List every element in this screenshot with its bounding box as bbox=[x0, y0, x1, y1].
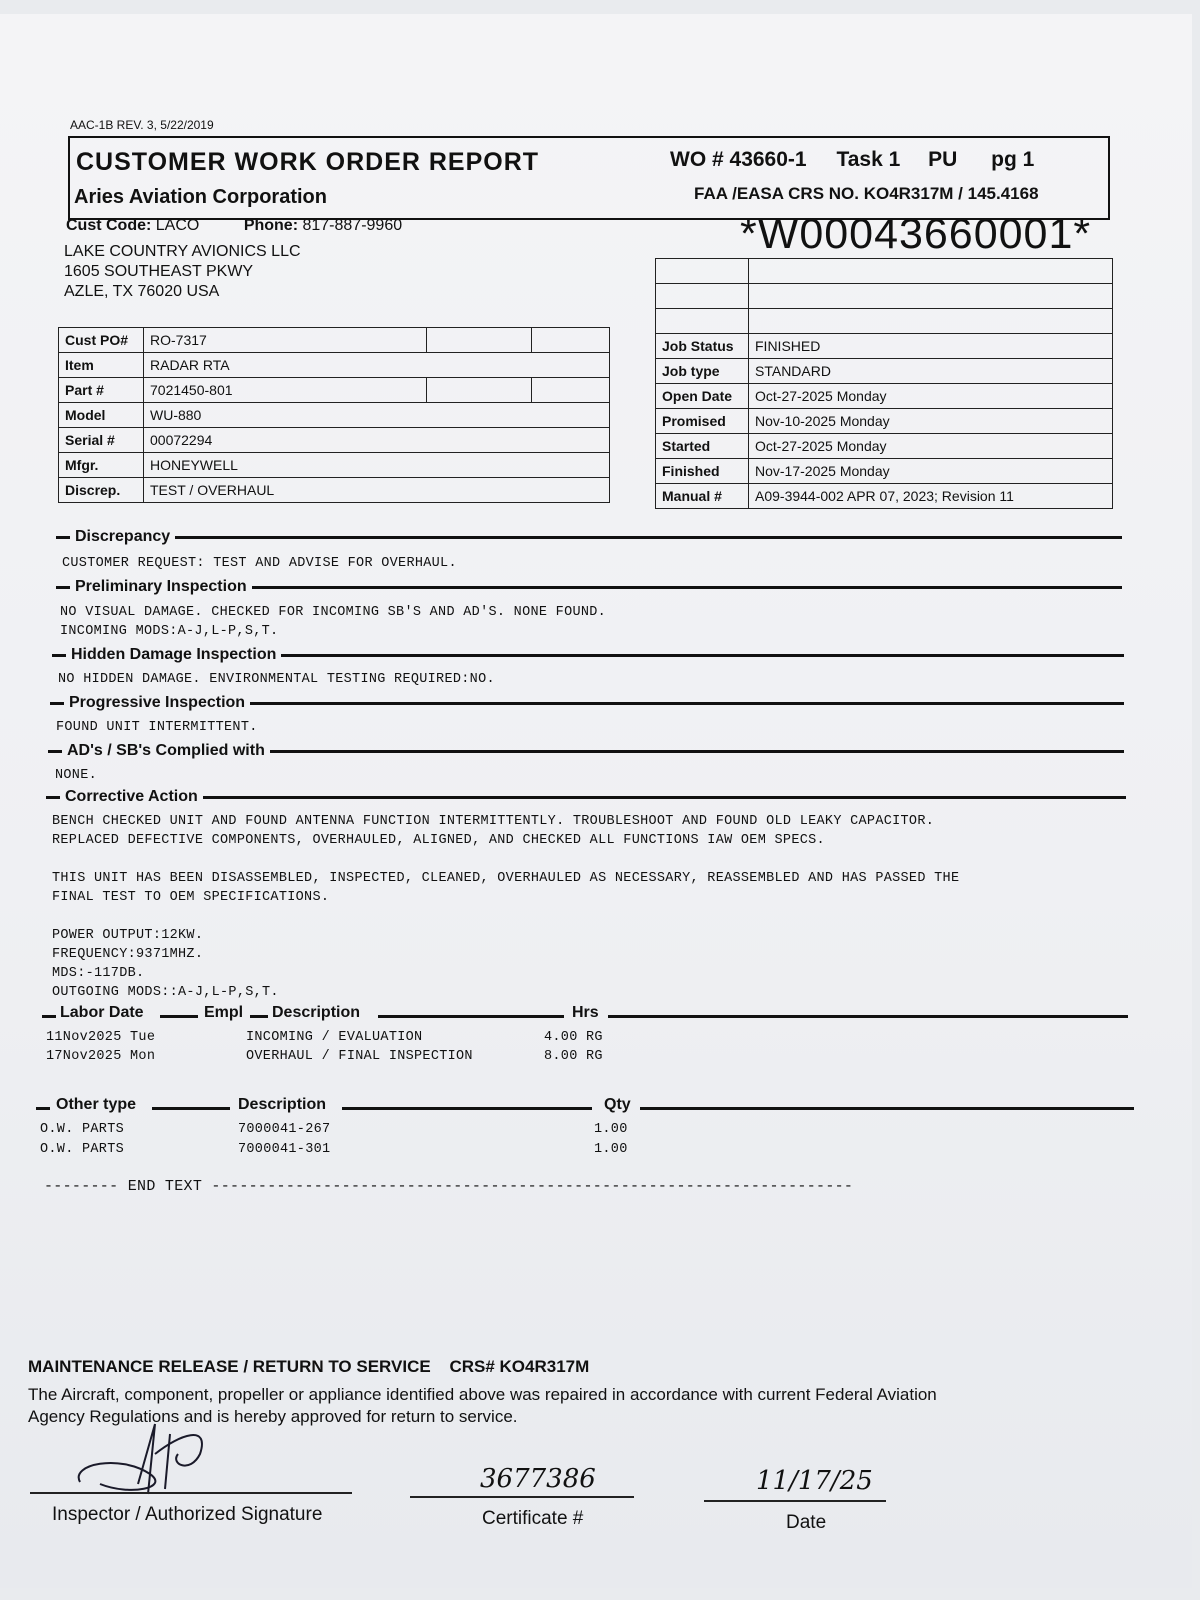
release-title-line bbox=[28, 1357, 589, 1377]
other-type: O.W. PARTS bbox=[40, 1122, 125, 1137]
text-line: NO VISUAL DAMAGE. CHECKED FOR INCOMING SB'S AND AD'S. NONE FOUND. bbox=[60, 605, 607, 620]
status-label: Job Status bbox=[656, 334, 749, 359]
header-box bbox=[68, 136, 1110, 220]
job-info-row bbox=[59, 403, 610, 428]
status-row bbox=[656, 409, 1113, 434]
status-row bbox=[656, 434, 1113, 459]
wo-line bbox=[670, 148, 1034, 172]
labor-rows bbox=[46, 1030, 746, 1068]
row-value: 7021450-801 bbox=[144, 378, 427, 403]
customer-address2: AZLE, TX 76020 USA bbox=[64, 283, 220, 300]
section-discrepancy bbox=[56, 528, 1122, 546]
labor-row bbox=[46, 1049, 746, 1068]
job-info-row bbox=[59, 478, 610, 503]
status-label: Started bbox=[656, 434, 749, 459]
signature-line bbox=[30, 1492, 352, 1494]
ads-text bbox=[55, 766, 97, 785]
status-table bbox=[655, 258, 1113, 509]
section-preliminary bbox=[56, 578, 1122, 596]
phone: 817-887-9960 bbox=[302, 217, 403, 234]
row-value: WU-880 bbox=[144, 403, 610, 428]
status-row bbox=[656, 359, 1113, 384]
job-info-row bbox=[59, 453, 610, 478]
text-line: CUSTOMER REQUEST: TEST AND ADVISE FOR OVERHAUL. bbox=[62, 556, 457, 571]
status-value: A09-3944-002 APR 07, 2023; Revision 11 bbox=[749, 484, 1113, 509]
cust-code: LACO bbox=[155, 217, 200, 234]
text-line: FOUND UNIT INTERMITTENT. bbox=[56, 720, 258, 735]
text-line: THIS UNIT HAS BEEN DISASSEMBLED, INSPECTED, CLEANED, OVERHAULED AS NECESSARY, REASSEMBLED AND HAS PASSED THE bbox=[52, 871, 960, 886]
section-corrective bbox=[46, 788, 1126, 806]
job-info-row bbox=[59, 428, 610, 453]
text-line: INCOMING MODS:A-J,L-P,S,T. bbox=[60, 624, 279, 639]
empty-cell bbox=[427, 328, 532, 353]
labor-row bbox=[46, 1030, 746, 1049]
text-line: NO HIDDEN DAMAGE. ENVIRONMENTAL TESTING REQUIRED:NO. bbox=[58, 672, 495, 687]
barcode-text: *W00043660001* bbox=[740, 210, 1092, 258]
empty-cell bbox=[427, 378, 532, 403]
other-type-header: Other type bbox=[56, 1096, 137, 1113]
release-text-1: The Aircraft, component, propeller or appliance identified above was repaired in accordance with current Federal Aviation bbox=[28, 1385, 937, 1404]
status-label: Manual # bbox=[656, 484, 749, 509]
section-hidden-damage bbox=[52, 646, 1124, 664]
labor-date: 11Nov2025 Tue bbox=[46, 1030, 156, 1045]
text-line: BENCH CHECKED UNIT AND FOUND ANTENNA FUNCTION INTERMITTENTLY. TROUBLESHOOT AND FOUND OLD LEAKY CAPACITOR. bbox=[52, 814, 935, 829]
row-label: Discrep. bbox=[59, 478, 144, 503]
status-label: Promised bbox=[656, 409, 749, 434]
row-label: Serial # bbox=[59, 428, 144, 453]
row-value: TEST / OVERHAUL bbox=[144, 478, 610, 503]
labor-hrs: 4.00 RG bbox=[544, 1030, 603, 1045]
corrective-text bbox=[52, 812, 959, 1002]
row-label: Model bbox=[59, 403, 144, 428]
date-line bbox=[704, 1500, 886, 1502]
job-info-row bbox=[59, 353, 610, 378]
text-line: MDS:-117DB. bbox=[52, 966, 145, 981]
preliminary-title: Preliminary Inspection bbox=[75, 578, 247, 595]
other-row bbox=[40, 1142, 740, 1162]
crs-line: FAA /EASA CRS NO. KO4R317M / 145.4168 bbox=[694, 184, 1039, 203]
qty-header: Qty bbox=[604, 1096, 631, 1113]
customer-code-line bbox=[66, 217, 402, 235]
other-rows bbox=[40, 1122, 740, 1162]
other-qty: 1.00 bbox=[594, 1122, 628, 1137]
text-line: FINAL TEST TO OEM SPECIFICATIONS. bbox=[52, 890, 330, 905]
end-text: -------- END TEXT --------------------------------------------------------------------- bbox=[44, 1178, 854, 1195]
text-line: OUTGOING MODS::A-J,L-P,S,T. bbox=[52, 985, 279, 1000]
corrective-title: Corrective Action bbox=[65, 788, 198, 805]
discrepancy-text bbox=[62, 554, 457, 573]
certificate-label: Certificate # bbox=[482, 1508, 584, 1529]
status-row bbox=[656, 459, 1113, 484]
wo-number: 43660-1 bbox=[729, 148, 807, 171]
status-row bbox=[656, 334, 1113, 359]
other-qty: 1.00 bbox=[594, 1142, 628, 1157]
row-value: RO-7317 bbox=[144, 328, 427, 353]
certificate-value: 3677386 bbox=[480, 1464, 596, 1494]
signature-label: Inspector / Authorized Signature bbox=[52, 1504, 323, 1525]
date-value: 11/17/25 bbox=[756, 1466, 873, 1496]
customer-name: LAKE COUNTRY AVIONICS LLC bbox=[64, 243, 301, 260]
status-row bbox=[656, 484, 1113, 509]
discrepancy-title: Discrepancy bbox=[75, 528, 171, 545]
release-crs: CRS# KO4R317M bbox=[449, 1357, 590, 1376]
row-label: Cust PO# bbox=[59, 328, 144, 353]
task-label: Task 1 bbox=[836, 148, 901, 171]
status-label: Open Date bbox=[656, 384, 749, 409]
other-desc: 7000041-267 bbox=[238, 1122, 331, 1137]
other-desc-header: Description bbox=[238, 1096, 327, 1113]
row-value: RADAR RTA bbox=[144, 353, 610, 378]
hidden-text bbox=[58, 670, 495, 689]
empty-cell bbox=[532, 378, 610, 403]
work-order-paper bbox=[0, 14, 1192, 1588]
customer-address1: 1605 SOUTHEAST PKWY bbox=[64, 263, 254, 280]
status-value: FINISHED bbox=[749, 334, 1113, 359]
row-value: HONEYWELL bbox=[144, 453, 610, 478]
other-type: O.W. PARTS bbox=[40, 1142, 125, 1157]
hrs-header: Hrs bbox=[572, 1004, 599, 1021]
pu-label: PU bbox=[928, 148, 958, 171]
certificate-line bbox=[410, 1496, 634, 1498]
preliminary-text bbox=[60, 603, 606, 641]
status-value: Oct-27-2025 Monday bbox=[749, 434, 1113, 459]
status-label: Job type bbox=[656, 359, 749, 384]
section-ads-sbs bbox=[48, 742, 1124, 760]
labor-date-header: Labor Date bbox=[60, 1004, 144, 1021]
labor-desc-header: Description bbox=[272, 1004, 361, 1021]
text-line: POWER OUTPUT:12KW. bbox=[52, 928, 204, 943]
release-title: MAINTENANCE RELEASE / RETURN TO SERVICE bbox=[28, 1357, 431, 1376]
wo-label: WO # bbox=[670, 148, 724, 171]
job-info-row bbox=[59, 328, 610, 353]
row-value: 00072294 bbox=[144, 428, 610, 453]
labor-desc: OVERHAUL / FINAL INSPECTION bbox=[246, 1049, 473, 1064]
job-info-table bbox=[58, 327, 610, 503]
status-row bbox=[656, 384, 1113, 409]
labor-hrs: 8.00 RG bbox=[544, 1049, 603, 1064]
progressive-text bbox=[56, 718, 258, 737]
row-label: Mfgr. bbox=[59, 453, 144, 478]
labor-header bbox=[42, 1004, 1128, 1026]
page-label: pg 1 bbox=[991, 148, 1035, 171]
labor-date: 17Nov2025 Mon bbox=[46, 1049, 156, 1064]
job-info-row bbox=[59, 378, 610, 403]
release-text-2: Agency Regulations and is hereby approved for return to service. bbox=[28, 1407, 518, 1426]
other-row bbox=[40, 1122, 740, 1142]
ads-title: AD's / SB's Complied with bbox=[67, 742, 265, 759]
progressive-title: Progressive Inspection bbox=[69, 694, 246, 711]
date-label: Date bbox=[786, 1512, 827, 1533]
inspector-signature bbox=[60, 1414, 220, 1504]
status-label: Finished bbox=[656, 459, 749, 484]
hidden-title: Hidden Damage Inspection bbox=[71, 646, 277, 663]
other-desc: 7000041-301 bbox=[238, 1142, 331, 1157]
text-line: REPLACED DEFECTIVE COMPONENTS, OVERHAULED, ALIGNED, AND CHECKED ALL FUNCTIONS IAW OEM SPECS. bbox=[52, 833, 825, 848]
phone-label: Phone: bbox=[243, 217, 299, 234]
other-header bbox=[36, 1096, 1134, 1118]
customer-address bbox=[64, 242, 301, 302]
section-progressive bbox=[50, 694, 1124, 712]
form-revision: AAC-1B REV. 3, 5/22/2019 bbox=[70, 118, 214, 132]
row-label: Part # bbox=[59, 378, 144, 403]
text-line: FREQUENCY:9371MHZ. bbox=[52, 947, 204, 962]
labor-desc: INCOMING / EVALUATION bbox=[246, 1030, 423, 1045]
status-value: STANDARD bbox=[749, 359, 1113, 384]
cust-code-label: Cust Code: bbox=[66, 217, 152, 234]
status-value: Nov-10-2025 Monday bbox=[749, 409, 1113, 434]
status-value: Oct-27-2025 Monday bbox=[749, 384, 1113, 409]
row-label: Item bbox=[59, 353, 144, 378]
text-line: NONE. bbox=[55, 768, 98, 783]
status-value: Nov-17-2025 Monday bbox=[749, 459, 1113, 484]
empty-cell bbox=[532, 328, 610, 353]
report-title: CUSTOMER WORK ORDER REPORT bbox=[76, 148, 540, 176]
company-name: Aries Aviation Corporation bbox=[74, 186, 327, 208]
empl-header: Empl bbox=[204, 1004, 244, 1021]
